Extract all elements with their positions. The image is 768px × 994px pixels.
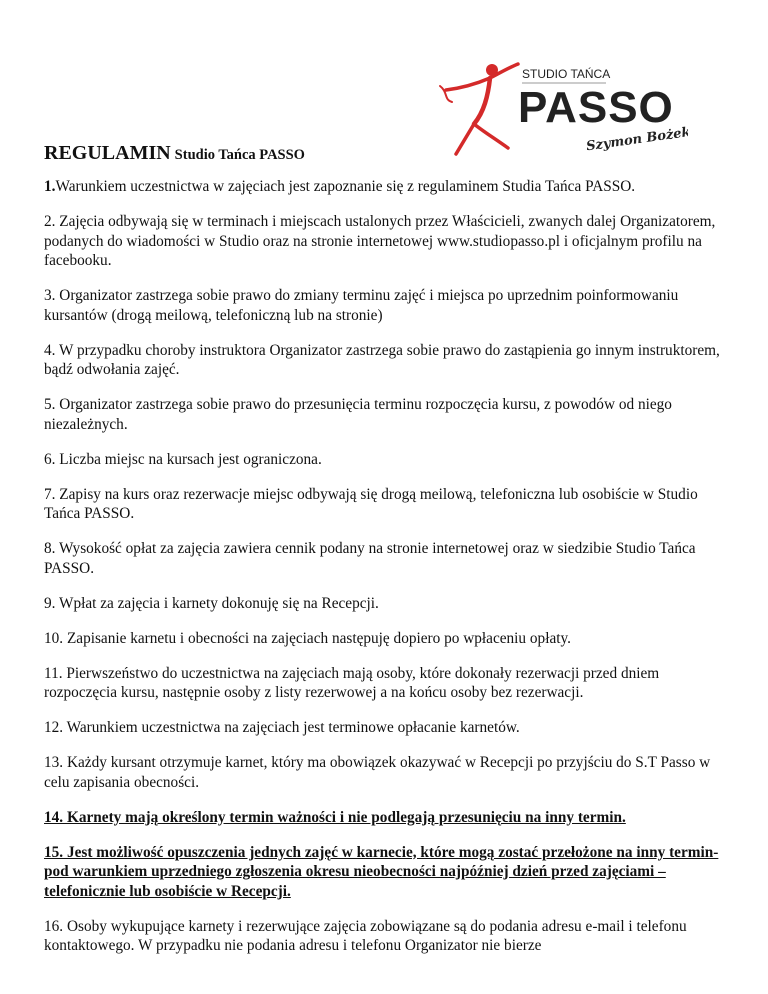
- rule-text: 9. Wpłat za zajęcia i karnety dokonuję się na Recepcji.: [44, 594, 379, 612]
- rule-text: 11. Pierwszeństwo do uczestnictwa na zajęciach mają osoby, które dokonały rezerwacji przed dniem rozpoczęcia kursu, następnie osoby z listy rezerwowej a na końcu osoby bez rezerwacji.: [44, 664, 660, 701]
- rule-text: 13. Każdy kursant otrzymuje karnet, który ma obowiązek okazywać w Recepcji po przyjściu do S.T Passo w celu zapisania obecności.: [44, 754, 711, 791]
- dancer-icon: [440, 64, 518, 154]
- title-sub: Studio Tańca PASSO: [174, 147, 305, 163]
- logo-graphic: [438, 62, 688, 158]
- rule-text: 2. Zajęcia odbywają się w terminach i miejscach ustalonych przez Właścicieli, zwanych dalej Organizatorem, podanych do wiadomości w Studio oraz na stronie internetowej www.studiopasso.pl i oficjalnym profilu na facebooku.: [44, 213, 716, 269]
- rule-paragraph: [44, 485, 724, 524]
- rule-paragraph: [44, 177, 724, 197]
- rule-text: 6. Liczba miejsc na kursach jest ograniczona.: [44, 450, 322, 468]
- rule-paragraph: [44, 664, 724, 703]
- rule-text: 10. Zapisanie karnetu i obecności na zajęciach następuję dopiero po wpłaceniu opłaty.: [44, 629, 571, 647]
- title-main: REGULAMIN: [44, 142, 171, 164]
- rule-text: 16. Osoby wykupujące karnety i rezerwujące zajęcia zobowiązane są do podania adresu e-mail i telefonu kontaktowego. W przypadku nie podania adresu i telefonu Organizator nie bierze: [44, 917, 687, 954]
- rule-paragraph: [44, 753, 724, 792]
- rule-paragraph: [44, 808, 724, 828]
- rule-text: 3. Organizator zastrzega sobie prawo do zmiany terminu zajęć i miejsca po uprzednim poinformowaniu kursantów (drogą meilową, telefoniczną lub na stronie): [44, 287, 679, 324]
- rule-text: Warunkiem uczestnictwa w zajęciach jest zapoznanie się z regulaminem Studia Tańca PASSO.: [55, 178, 636, 195]
- logo-brand: PASSO: [518, 83, 674, 132]
- rules-list: [44, 177, 724, 971]
- rule-text: 14. Karnety mają określony termin ważności i nie podlegają przesunięciu na inny termin.: [44, 808, 626, 826]
- rule-paragraph: [44, 843, 724, 902]
- rule-paragraph: [44, 212, 724, 271]
- rule-text: 8. Wysokość opłat za zajęcia zawiera cennik podany na stronie internetowej oraz w siedzibie Studio Tańca PASSO.: [44, 540, 696, 577]
- rule-paragraph: [44, 594, 724, 614]
- rule-text: 12. Warunkiem uczestnictwa na zajęciach jest terminowe opłacanie karnetów.: [44, 719, 520, 736]
- logo-studio-label: STUDIO TAŃCA: [522, 67, 611, 81]
- logo-signature: Szymon Bożek: [585, 124, 688, 155]
- studio-logo: [438, 62, 688, 158]
- document-title: [44, 142, 305, 165]
- rule-paragraph: [44, 286, 724, 325]
- rule-paragraph: [44, 917, 724, 956]
- rule-paragraph: [44, 395, 724, 434]
- rule-paragraph: [44, 629, 724, 649]
- rule-paragraph: [44, 539, 724, 578]
- rule-text: 5. Organizator zastrzega sobie prawo do przesunięcia terminu rozpoczęcia kursu, z powodów od niego niezależnych.: [44, 396, 672, 433]
- rule-text: 15. Jest możliwość opuszczenia jednych zajęć w karnecie, które mogą zostać przełożone na inny termin- pod warunkiem uprzedniego zgłoszenia okresu nieobecności najpóźniej dzień przed zajęciami – telefonicznie lub osobiście w Recepcji.: [44, 843, 719, 900]
- rule-paragraph: [44, 341, 724, 380]
- rule-paragraph: [44, 450, 724, 470]
- rule-paragraph: [44, 718, 724, 738]
- rule-number: 1.: [44, 178, 56, 195]
- rule-text: 7. Zapisy na kurs oraz rezerwacje miejsc odbywają się drogą meilową, telefoniczna lub osobiście w Studio Tańca PASSO.: [44, 485, 698, 522]
- rule-text: 4. W przypadku choroby instruktora Organizator zastrzega sobie prawo do zastąpienia go innym instruktorem, bądź odwołania zajęć.: [44, 341, 720, 378]
